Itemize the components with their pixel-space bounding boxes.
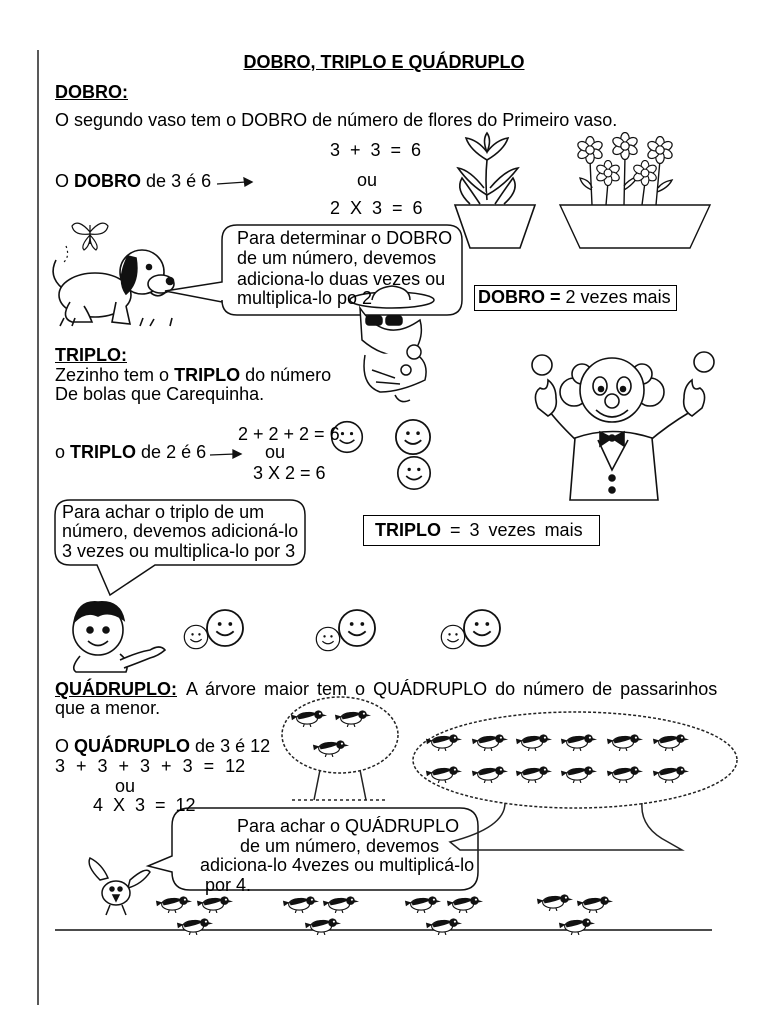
bird-icon xyxy=(197,896,233,913)
triplo-intro-post: do número xyxy=(245,365,332,385)
arrow-icon xyxy=(217,178,252,186)
butterfly-icon xyxy=(64,223,108,262)
triplo-rule-box xyxy=(363,515,600,546)
quadruplo-intro-line1: A árvore maior tem o QUÁDRUPLO do número de passarinhos xyxy=(186,679,718,699)
quadruplo-bubble-line: adiciona-lo 4vezes ou multiplicá-lo xyxy=(200,855,475,875)
triplo-sum-equation: 2 + 2 + 2 = 6 xyxy=(238,424,340,444)
dobro-product-equation: 2 X 3 = 6 xyxy=(330,198,423,218)
dobro-statement-post: de 3 é 6 xyxy=(146,171,212,191)
triplo-or: ou xyxy=(265,442,286,462)
triplo-intro-pre: Zezinho tem o xyxy=(55,365,170,385)
bird-icon xyxy=(323,896,359,913)
bird-icon xyxy=(426,918,462,935)
quadruplo-product-equation: 4 X 3 = 12 xyxy=(93,795,196,815)
smiley-ball-icon xyxy=(398,457,430,489)
bird-icon xyxy=(537,894,573,911)
quadruplo-statement-pre: O xyxy=(55,736,70,756)
bird-icon xyxy=(577,896,613,913)
quadruplo-statement xyxy=(55,736,270,756)
triplo-bubble-line: 3 vezes ou multiplica-lo por 3 xyxy=(62,541,296,561)
dobro-intro: O segundo vaso tem o DOBRO de número de flores do Primeiro vaso. xyxy=(55,110,618,130)
triplo-statement xyxy=(55,442,206,462)
triplo-product-equation: 3 X 2 = 6 xyxy=(253,463,326,483)
bird-icon xyxy=(305,918,341,935)
dobro-rule-box xyxy=(474,285,677,311)
quadruplo-intro-line2: que a menor. xyxy=(55,698,161,718)
flying-bird-icon xyxy=(89,858,150,915)
dobro-rule-bold: DOBRO = xyxy=(478,287,561,307)
triplo-bubble-line: Para achar o triplo de um xyxy=(62,502,265,522)
quadruplo-statement-bold: QUÁDRUPLO xyxy=(74,736,191,756)
boy-icon xyxy=(73,602,165,672)
bird-icon xyxy=(405,896,441,913)
smiley-ball-icon xyxy=(339,610,375,646)
smiley-ball-icon xyxy=(184,625,207,648)
flower-icon xyxy=(632,160,658,185)
bird-icon xyxy=(156,896,192,913)
flower-icon xyxy=(646,136,674,163)
dobro-bubble-line: Para determinar o DOBRO xyxy=(237,228,453,248)
clown-icon xyxy=(532,352,714,500)
quadruplo-bubble-line: Para achar o QUÁDRUPLO xyxy=(237,816,460,836)
triplo-heading: TRIPLO: xyxy=(55,345,127,365)
triplo-bubble-line: número, devemos adicioná-lo xyxy=(62,521,299,541)
quadruplo-or: ou xyxy=(115,776,136,796)
bird-icon xyxy=(283,896,319,913)
smiley-ball-icon xyxy=(396,420,430,454)
flower-icon xyxy=(595,160,621,185)
dobro-sum-equation: 3 + 3 = 6 xyxy=(330,140,422,160)
smiley-ball-icon xyxy=(316,627,339,650)
flower-icon xyxy=(576,136,604,163)
quadruplo-bubble-line: de um número, devemos xyxy=(240,836,440,856)
triplo-intro-line2: De bolas que Carequinha. xyxy=(55,384,265,404)
quadruplo-heading: QUÁDRUPLO: xyxy=(55,679,177,699)
triplo-rule-bold: TRIPLO xyxy=(375,520,441,540)
quadruplo-bubble-line: por 4. xyxy=(205,875,252,895)
dobro-rule-text: 2 vezes mais xyxy=(565,287,671,307)
page-title: DOBRO, TRIPLO E QUÁDRUPLO xyxy=(243,52,525,72)
quadruplo-sum-equation: 3 + 3 + 3 + 3 = 12 xyxy=(55,756,246,776)
bird-icon xyxy=(559,918,595,935)
dobro-bubble-line: de um número, devemos xyxy=(237,248,437,268)
triplo-rule-text: = 3 vezes mais xyxy=(450,520,583,540)
dobro-or: ou xyxy=(357,170,378,190)
dog-icon xyxy=(53,250,174,326)
flower-vase-icon xyxy=(455,133,535,248)
dobro-statement-bold: DOBRO xyxy=(74,171,142,191)
bird-icon xyxy=(177,918,213,935)
arrow-icon xyxy=(210,450,241,458)
dobro-bubble-line: multiplica-lo po 2 xyxy=(237,288,373,308)
flower-icon xyxy=(611,132,639,159)
dobro-statement xyxy=(55,171,211,191)
smiley-ball-icon xyxy=(464,610,500,646)
bird-icon xyxy=(447,896,483,913)
dobro-heading: DOBRO: xyxy=(55,82,128,102)
triplo-statement-pre: o xyxy=(55,442,66,462)
triplo-statement-bold: TRIPLO xyxy=(70,442,137,462)
triplo-intro-bold: TRIPLO xyxy=(174,365,241,385)
dobro-bubble-line: adiciona-lo duas vezes ou xyxy=(237,269,446,289)
triplo-statement-post: de 2 é 6 xyxy=(141,442,207,462)
smiley-ball-icon xyxy=(207,610,243,646)
smiley-ball-icon xyxy=(441,625,464,648)
dobro-statement-pre: O xyxy=(55,171,70,191)
quadruplo-statement-post: de 3 é 12 xyxy=(195,736,271,756)
triplo-intro-line1 xyxy=(55,365,331,385)
